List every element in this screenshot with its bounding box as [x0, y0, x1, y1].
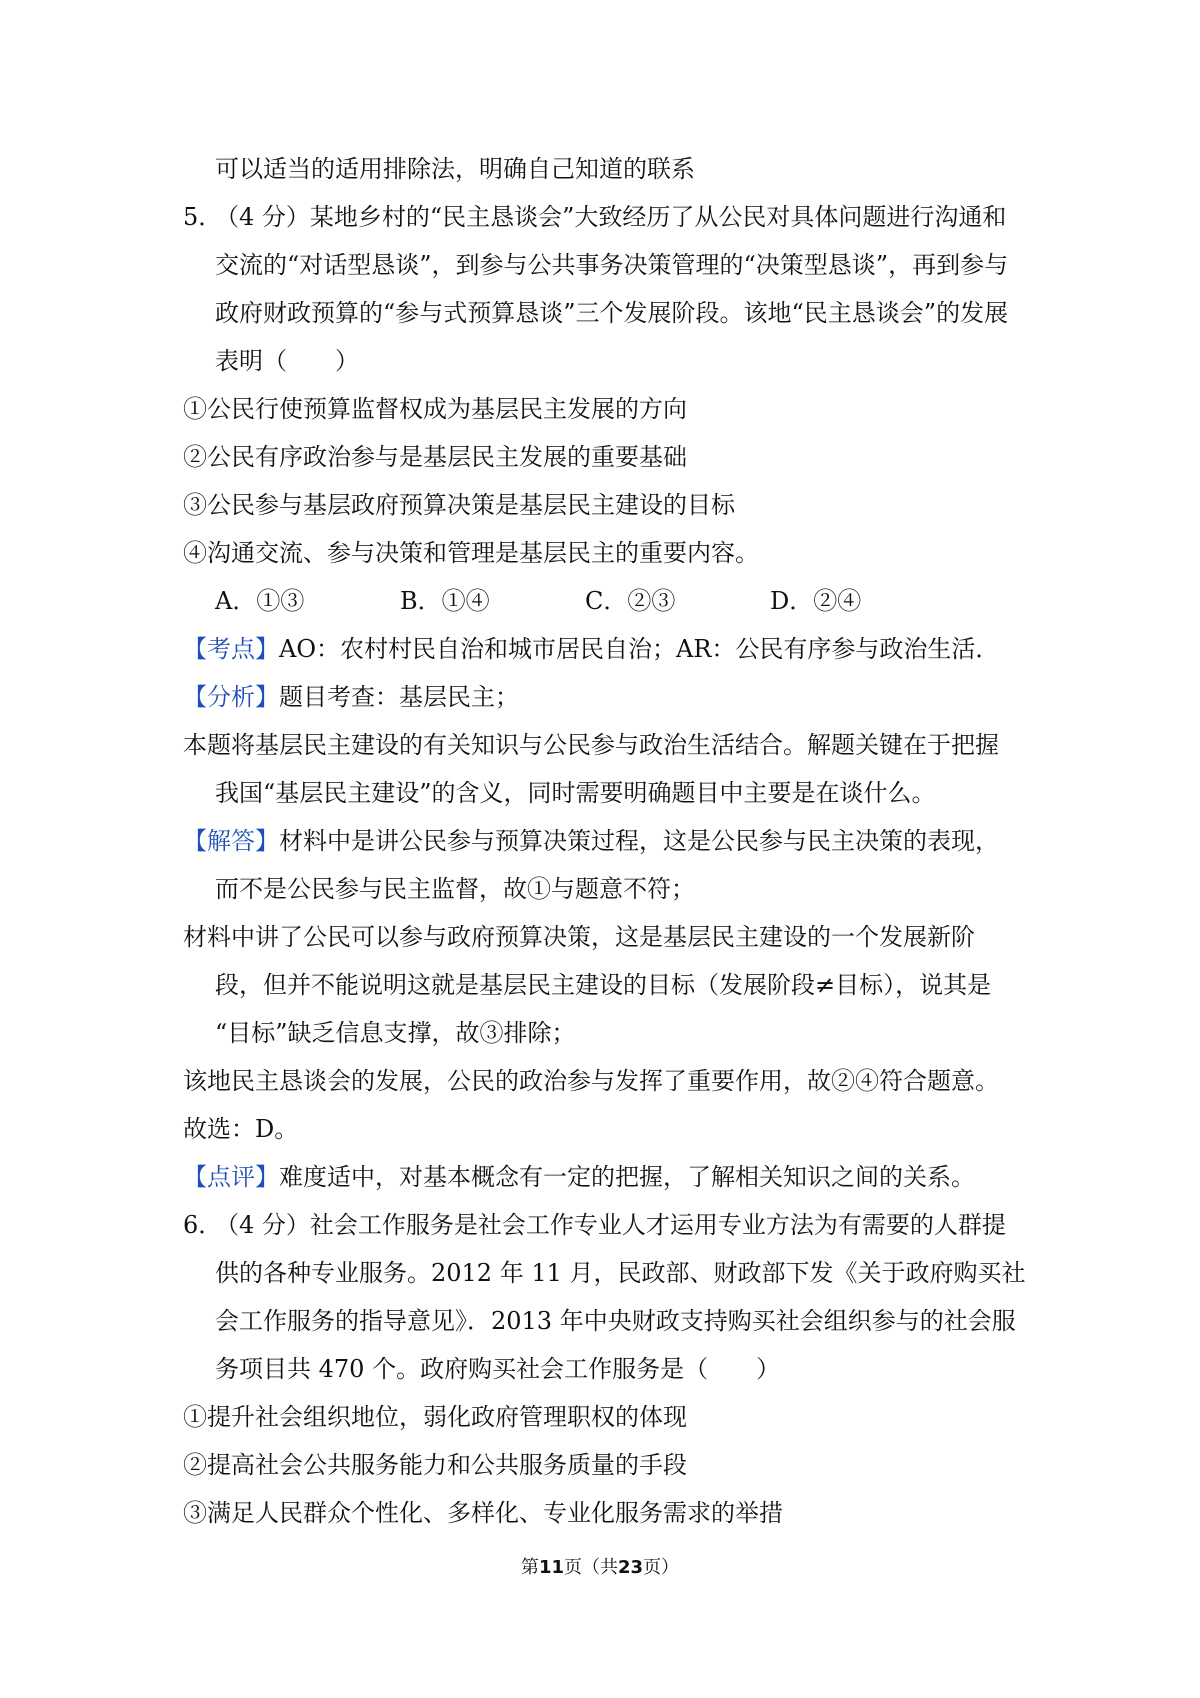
- text-line: 材料中是讲公民参与预算决策过程，这是公民参与民主决策的表现，: [279, 827, 999, 855]
- text-line: 会工作服务的指导意见》．2013 年中央财政支持购买社会组织参与的社会服: [215, 1307, 1016, 1335]
- text-line: 该地民主恳谈会的发展，公民的政治参与发挥了重要作用，故②④符合题意。: [183, 1067, 999, 1095]
- page-footer: [0, 1556, 1200, 1580]
- footer-text: 第: [520, 1557, 539, 1578]
- statement-1: ①提升社会组织地位，弱化政府管理职权的体现: [183, 1403, 687, 1431]
- answer-options: [215, 584, 955, 618]
- text-line: 交流的“对话型恳谈”，到参与公共事务决策管理的“决策型恳谈”，再到参与: [215, 251, 1009, 279]
- text-line: 难度适中，对基本概念有一定的把握，了解相关知识之间的关系。: [279, 1163, 975, 1191]
- text-line: 政府财政预算的“参与式预算恳谈”三个发展阶段。该地“民主恳谈会”的发展: [215, 299, 1009, 327]
- statement-3: ③公民参与基层政府预算决策是基层民主建设的目标: [183, 491, 735, 519]
- statement-3: ③满足人民群众个性化、多样化、专业化服务需求的举措: [183, 1499, 783, 1527]
- text-line: AO：农村村民自治和城市居民自治；AR：公民有序参与政治生活．: [279, 635, 1000, 663]
- kaodian-line: [183, 632, 999, 666]
- footer-text: 页（共: [564, 1557, 618, 1578]
- option-d: D．②④: [770, 587, 862, 615]
- question-number: 5．: [183, 203, 223, 231]
- question-number: 6．: [183, 1211, 223, 1239]
- statement-2: ②提高社会公共服务能力和公共服务质量的手段: [183, 1451, 687, 1479]
- text-line: （4 分）某地乡村的“民主恳谈会”大致经历了从公民对具体问题进行沟通和: [215, 203, 1007, 231]
- question-5-stem: [183, 200, 1006, 234]
- page-number: 11: [538, 1557, 564, 1578]
- text-line: 题目考查：基层民主；: [279, 683, 519, 711]
- question-6-stem: [183, 1208, 1006, 1242]
- fenxi-tag: 【分析】: [183, 683, 279, 711]
- text-line: 我国“基层民主建设”的含义，同时需要明确题目中主要是在谈什么。: [215, 779, 936, 807]
- kaodian-tag: 【考点】: [183, 635, 279, 663]
- text-line: “目标”缺乏信息支撑，故③排除；: [215, 1019, 576, 1047]
- text-line: 表明（ ）: [215, 347, 359, 375]
- statement-4: ④沟通交流、参与决策和管理是基层民主的重要内容。: [183, 539, 759, 567]
- dianping-line: [183, 1160, 975, 1194]
- text-line: 材料中讲了公民可以参与政府预算决策，这是基层民主建设的一个发展新阶: [183, 923, 975, 951]
- text-line: 可以适当的适用排除法，明确自己知道的联系: [215, 155, 695, 183]
- answer-line: 故选：D。: [183, 1115, 299, 1143]
- option-a: A．①③: [215, 587, 305, 615]
- option-b: B．①④: [400, 587, 490, 615]
- jieda-line: [183, 824, 999, 858]
- total-pages: 23: [618, 1557, 644, 1578]
- jieda-tag: 【解答】: [183, 827, 279, 855]
- footer-text: 页）: [643, 1557, 680, 1578]
- text-line: 本题将基层民主建设的有关知识与公民参与政治生活结合。解题关键在于把握: [183, 731, 999, 759]
- text-line: 而不是公民参与民主监督，故①与题意不符；: [215, 875, 695, 903]
- statement-1: ①公民行使预算监督权成为基层民主发展的方向: [183, 395, 687, 423]
- statement-2: ②公民有序政治参与是基层民主发展的重要基础: [183, 443, 687, 471]
- text-line: 段，但并不能说明这就是基层民主建设的目标（发展阶段≠目标），说其是: [215, 971, 992, 999]
- dianping-tag: 【点评】: [183, 1163, 279, 1191]
- text-line: （4 分）社会工作服务是社会工作专业人才运用专业方法为有需要的人群提: [215, 1211, 1006, 1239]
- fenxi-line: [183, 680, 519, 714]
- text-line: 供的各种专业服务。2012 年 11 月，民政部、财政部下发《关于政府购买社: [215, 1259, 1026, 1287]
- text-line: 务项目共 470 个。政府购买社会工作服务是（ ）: [215, 1355, 781, 1383]
- option-c: C．②③: [585, 587, 676, 615]
